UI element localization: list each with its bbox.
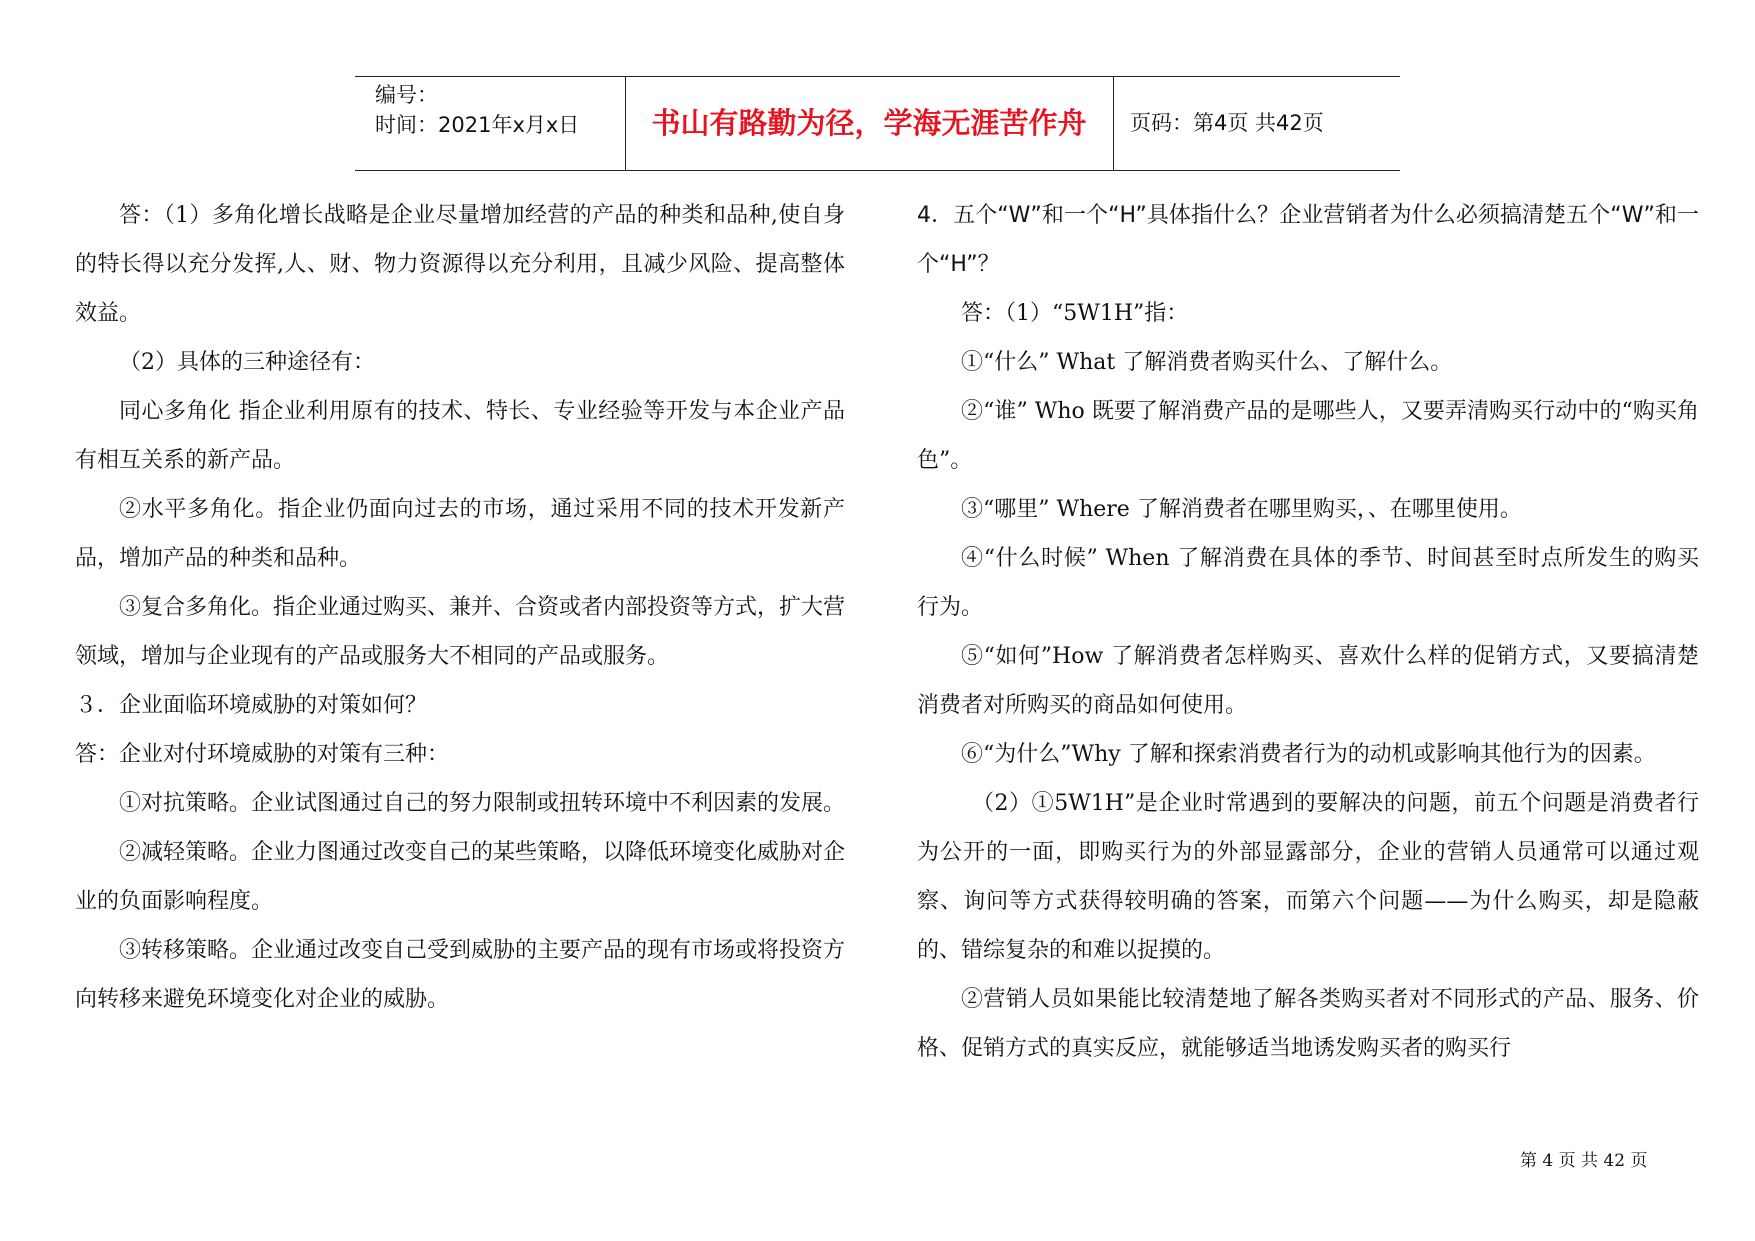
answer-4-when: ④“什么时候” When 了解消费在具体的季节、时间甚至时点所发生的购买行为。 — [917, 546, 1699, 620]
time-label: 时间：2021年x月x日 — [375, 113, 580, 137]
header-meta — [375, 77, 625, 170]
answer-4-intro: 答：（1）“5W1H”指： — [961, 301, 1189, 326]
question-3: ３．企业面临环境威胁的对策如何？ — [75, 693, 428, 718]
page-header — [355, 76, 1400, 171]
answer-4-part2-first: （2）①5W1H”是企业时常遇到的要解决的问题，前五个问题是消费者行为公开的一面，即购买行为的外部显露部分，企业的营销人员通常可以通过观察、询问等方式获得较明确的答案，而第六个问题——为什么购买，却是隐蔽的、错综复杂的和难以捉摸的。 — [917, 791, 1699, 963]
horizontal-diversification: ②水平多角化。指企业仍面向过去的市场，通过采用不同的技术开发新产品，增加产品的种类和品种。 — [75, 497, 845, 571]
header-motto: 书山有路勤为径，学海无涯苦作舟 — [651, 106, 1087, 140]
question-4: 4．五个“W”和一个“H”具体指什么？企业营销者为什么必须搞清楚五个“W”和一个“H”？ — [917, 203, 1699, 277]
answer-3-mitigate: ②减轻策略。企业力图通过改变自己的某些策略，以降低环境变化威胁对企业的负面影响程度。 — [75, 840, 846, 914]
right-column — [917, 191, 1699, 1073]
answer-3-transfer: ③转移策略。企业通过改变自己受到威胁的主要产品的现有市场或将投资方向转移来避免环境变化对企业的威胁。 — [75, 938, 846, 1012]
header-page-code: 页码：第4页 共42页 — [1130, 111, 1324, 135]
left-column — [75, 191, 845, 1024]
page-footer: 第 4 页 共 42 页 — [1520, 1151, 1648, 1171]
answer-diversification: 答：（1）多角化增长战略是企业尽量增加经营的产品的种类和品种,使自身的特长得以充分发挥,人、财、物力资源得以充分利用，且减少风险、提高整体效益。 — [75, 203, 845, 326]
conglomerate-diversification: ③复合多角化。指企业通过购买、兼并、合资或者内部投资等方式，扩大营领域，增加与企业现有的产品或服务大不相同的产品或服务。 — [75, 595, 846, 669]
three-approaches-heading: （2）具体的三种途径有： — [119, 350, 375, 375]
concentric-diversification: 同心多角化 指企业利用原有的技术、特长、专业经验等开发与本企业产品有相互关系的新产品。 — [75, 399, 845, 473]
answer-4-part2-second: ②营销人员如果能比较清楚地了解各类购买者对不同形式的产品、服务、价格、促销方式的真实反应，就能够适当地诱发购买者的购买行 — [917, 987, 1699, 1061]
answer-3-confront: ①对抗策略。企业试图通过自己的努力限制或扭转环境中不利因素的发展。 — [119, 791, 846, 816]
answer-4-what: ①“什么” What 了解消费者购买什么、了解什么。 — [961, 350, 1453, 375]
header-divider-right — [1113, 77, 1114, 170]
answer-4-why: ⑥“为什么”Why 了解和探索消费者行为的动机或影响其他行为的因素。 — [961, 742, 1656, 767]
serial-label: 编号： — [375, 83, 438, 107]
answer-4-how: ⑤“如何”How 了解消费者怎样购买、喜欢什么样的促销方式，又要搞清楚消费者对所购买的商品如何使用。 — [917, 644, 1699, 718]
answer-3-intro: 答：企业对付环境威胁的对策有三种： — [75, 742, 450, 767]
answer-4-who: ②“谁” Who 既要了解消费产品的是哪些人，又要弄清购买行动中的“购买角色”。 — [917, 399, 1699, 473]
answer-4-where: ③“哪里” Where 了解消费者在哪里购买，、在哪里使用。 — [961, 497, 1522, 522]
